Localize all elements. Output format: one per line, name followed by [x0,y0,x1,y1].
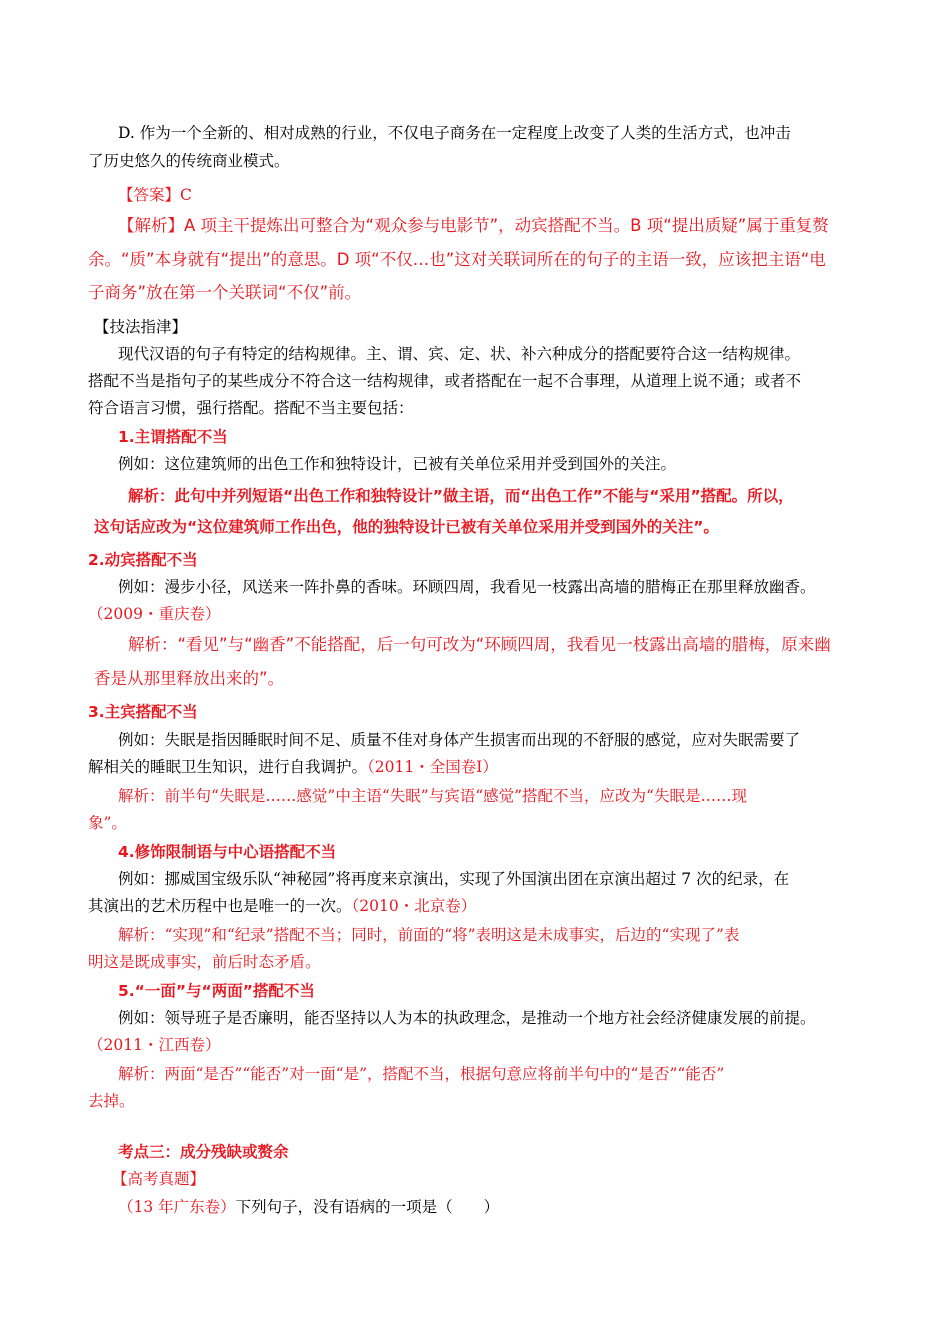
section-4-example-text-2: 其演出的艺术历程中也是唯一的一次。 [88,897,352,915]
point-3-title: 考点三：成分残缺或赘余 [118,1143,289,1161]
tips-paragraph-line-1: 现代汉语的句子有特定的结构规律。主、谓、宾、定、状、补六种成分的搭配要符合这一结构规律。 [118,345,801,363]
tips-paragraph-line-3: 符合语言习惯，强行搭配。搭配不当主要包括： [88,399,414,417]
section-1-analysis-line-1: 解析：此句中并列短语“出色工作和独特设计”做主语，而“出色工作”不能与“采用”搭配。所以， [128,487,794,505]
tips-heading: 【技法指津】 [94,318,188,336]
section-5-analysis-line-2: 去掉。 [88,1092,135,1110]
section-5-source: （2011・江西卷） [88,1036,221,1054]
section-2-analysis-line-2: 香是从那里释放出来的”。 [94,669,285,688]
section-4-analysis-line-2: 明这是既成事实，前后时态矛盾。 [88,953,321,971]
section-2-title: 2.动宾搭配不当 [88,551,198,569]
tips-paragraph-line-2: 搭配不当是指句子的某些成分不符合这一结构规律，或者搭配在一起不合事理，从道理上说不通；或者不 [88,372,802,390]
section-5-title: 5.“一面”与“两面”搭配不当 [118,982,315,1000]
real-exam-heading: 【高考真题】 [112,1170,206,1188]
analysis-line-3: 子商务”放在第一个关联词“不仅”前。 [88,283,362,302]
answer [118,184,192,206]
section-3-title: 3.主宾搭配不当 [88,703,198,721]
section-4-example-line-1: 例如：挪威国宝级乐队“神秘园”将再度来京演出，实现了外国演出团在京演出超过 7 次的纪录，在 [118,870,790,888]
answer-label: 【答案】 [118,186,181,204]
section-3-example-line-2 [88,756,498,778]
section-3-source: （2011・全国卷Ⅰ） [367,758,498,776]
option-d-line-1: D. 作为一个全新的、相对成熟的行业，不仅电子商务在一定程度上改变了人类的生活方式，也冲击 [118,124,791,142]
section-5-example: 例如：领导班子是否廉明，能否坚持以人为本的执政理念，是推动一个地方社会经济健康发展的前提。 [118,1009,816,1027]
question-text: 下列句子，没有语病的一项是（ ） [235,1198,500,1216]
answer-value: C [180,186,192,204]
option-d-line-2: 了历史悠久的传统商业模式。 [88,152,290,170]
analysis-label: 【解析】 [118,216,184,235]
section-1-example: 例如：这位建筑师的出色工作和独特设计，已被有关单位采用并受到国外的关注。 [118,455,677,473]
question-line [118,1196,499,1218]
analysis-line-1 [118,215,829,237]
analysis-text-1: A 项主干提炼出可整合为“观众参与电影节”，动宾搭配不当。B 项“提出质疑”属于重复赘 [184,216,829,235]
section-3-analysis-line-1: 解析：前半句“失眠是……感觉”中主语“失眠”与宾语“感觉”搭配不当，应改为“失眠是……现 [118,787,747,805]
section-1-analysis-line-2: 这句话应改为“这位建筑师工作出色，他的独特设计已被有关单位采用并受到国外的关注”。 [94,518,719,536]
section-4-analysis-line-1: 解析：“实现”和“纪录”搭配不当；同时，前面的“将”表明这是未成事实，后边的“实现了”表 [118,926,740,944]
section-2-example: 例如：漫步小径，风送来一阵扑鼻的香味。环顾四周，我看见一枝露出高墙的腊梅正在那里释放幽香。 [118,578,816,596]
section-3-analysis-line-2: 象”。 [88,814,127,832]
section-4-example-line-2 [88,895,476,917]
section-3-example-text-2: 解相关的睡眠卫生知识，进行自我调护。 [88,758,368,776]
analysis-line-2: 余。“质”本身就有“提出”的意思。D 项“不仅…也”这对关联词所在的句子的主语一致，应该把主语“电 [88,250,826,269]
section-3-example-line-1: 例如：失眠是指因睡眠时间不足、质量不佳对身体产生损害而出现的不舒服的感觉，应对失眠需要了 [118,731,801,749]
question-source: （13 年广东卷） [118,1198,236,1216]
section-2-analysis-line-1: 解析：“看见”与“幽香”不能搭配，后一句可改为“环顾四周，我看见一枝露出高墙的腊梅，原来幽 [128,635,831,654]
section-1-title: 1.主谓搭配不当 [118,428,228,446]
section-5-analysis-line-1: 解析：两面“是否”“能否”对一面“是”，搭配不当，根据句意应将前半句中的“是否”“能否” [118,1065,725,1083]
section-2-source: （2009・重庆卷） [88,605,221,623]
section-4-source: （2010・北京卷） [351,897,477,915]
section-4-title: 4.修饰限制语与中心语搭配不当 [118,843,337,861]
